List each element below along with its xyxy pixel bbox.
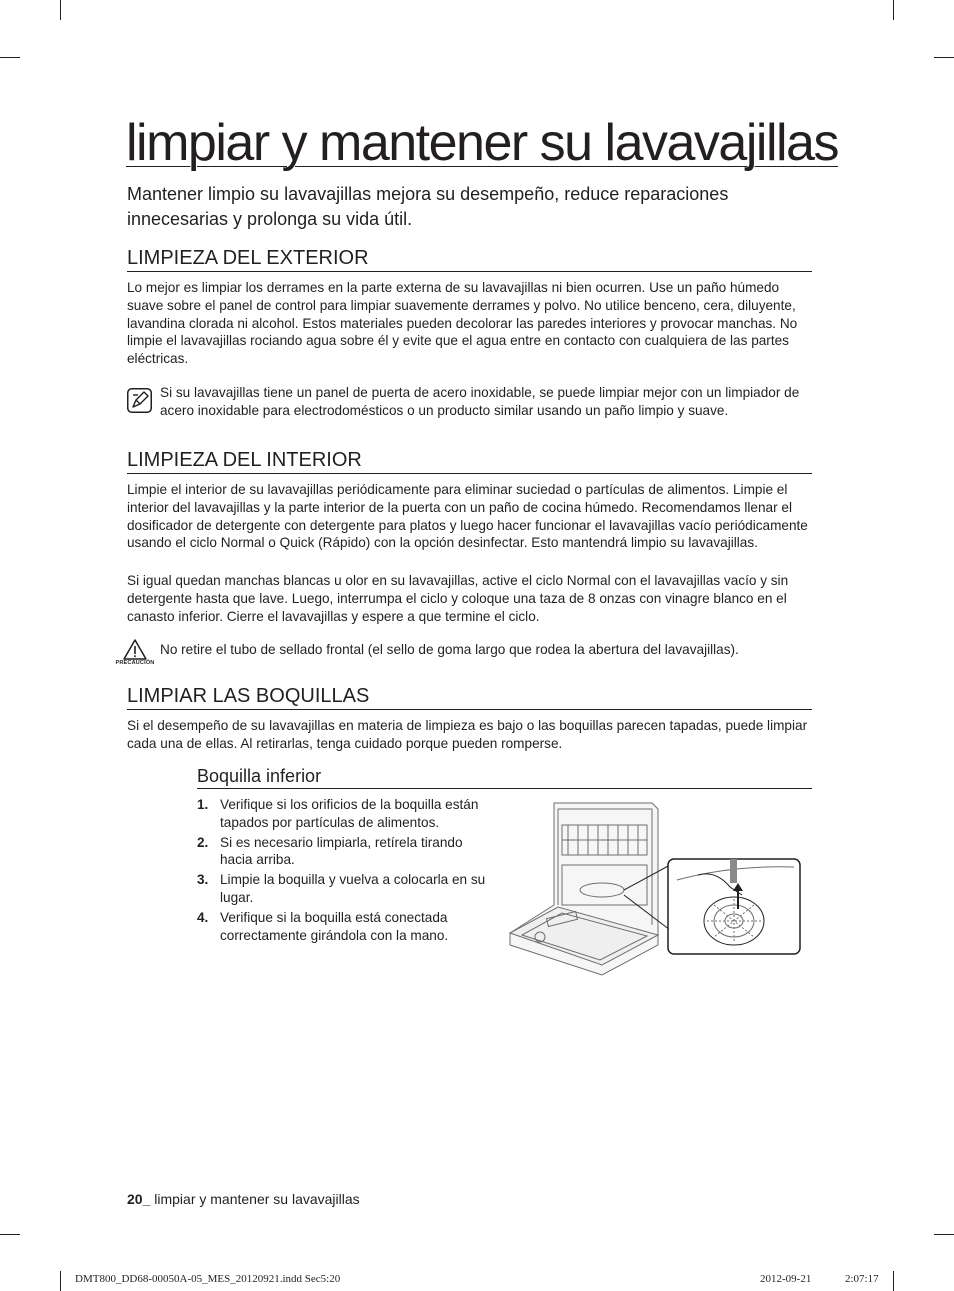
caution-text: No retire el tubo de sellado frontal (el sello de goma largo que rodea la abertura del lavavajillas). [160, 642, 739, 657]
page-footer [127, 1191, 360, 1207]
heading-nozzles: LIMPIAR LAS BOQUILLAS [127, 683, 812, 710]
dishwasher-nozzle-illustration [502, 795, 807, 980]
nozzles-body: Si el desempeño de su lavavajillas en materia de limpieza es bajo o las boquillas parecen tapadas, puede limpiar cada una de ellas. Al retirarlas, tenga cuidado porque pueden romperse. [127, 718, 808, 751]
page-title: limpiar y mantener su lavavajillas [126, 114, 838, 172]
crop-mark [934, 1234, 954, 1235]
crop-mark [0, 1234, 20, 1235]
crop-mark [60, 1271, 61, 1291]
heading-interior: LIMPIEZA DEL INTERIOR [127, 447, 812, 474]
exterior-body: Lo mejor es limpiar los derrames en la parte externa de su lavavajillas ni bien ocurren. Use un paño húmedo suave sobre el panel de control para limpiar suavemente derrames y polvo. No utilice benceno, cera, diluyente, lavandina clorada ni alcohol. Estos materiales pueden decolorar las paredes interiores y provocar manchas. No limpie el lavavajillas rociando agua sobre él y evite que el agua entre en contacto con cualquiera de las partes eléctricas. [127, 280, 798, 367]
slug-date: 2012-09-21 [760, 1273, 812, 1285]
crop-mark [0, 57, 20, 58]
footer-section: limpiar y mantener su lavavajillas [150, 1191, 360, 1207]
exterior-note: Si su lavavajillas tiene un panel de puerta de acero inoxidable, se puede limpiar mejor con un limpiador de acero inoxidable para electrodomésticos o un producto similar usando un paño limpio y suave. [160, 385, 800, 418]
crop-mark [934, 57, 954, 58]
list-item: 3. Limpie la boquilla y vuelva a colocarla en su lugar. [197, 872, 486, 905]
interior-body-1: Limpie el interior de su lavavajillas periódicamente para eliminar suciedad o partículas de alimentos. Limpie el interior del lavavajillas y la parte interior de la puerta con un paño de cocina húmedo. Recomendamos llenar el dosificador de detergente con detergente para platos y luego hacer funcionar el lavavajillas vacío periódicamente usando el ciclo Normal o Quick (Rápido) con la opción desinfectar. Esto mantendrá limpio su lavavajillas. [127, 482, 808, 551]
list-item: 1. Verifique si los orificios de la boquilla están tapados por partículas de alimentos. [197, 797, 479, 830]
caution-label: PRECAUCIÓN [115, 660, 155, 666]
note-pencil-icon [127, 388, 152, 413]
list-item: 4. Verifique si la boquilla está conectada correctamente girándola con la mano. [197, 909, 449, 943]
steps-list [197, 796, 497, 946]
slug-time: 2:07:17 [845, 1273, 879, 1285]
crop-mark [893, 1271, 894, 1291]
heading-exterior: LIMPIEZA DEL EXTERIOR [127, 245, 812, 272]
crop-mark [893, 0, 894, 20]
crop-mark [60, 0, 61, 20]
intro-text: Mantener limpio su lavavajillas mejora su desempeño, reduce reparaciones innecesarias y prolonga su vida útil. [127, 184, 729, 229]
list-item: 2. Si es necesario limpiarla, retírela tirando hacia arriba. [197, 834, 463, 868]
page-number: 20_ [127, 1191, 151, 1207]
interior-body-2: Si igual quedan manchas blancas u olor en su lavavajillas, active el ciclo Normal con el lavavajillas vacío y sin detergente hasta que lave. Luego, interrumpa el ciclo y coloque una taza de 8 onzas con vinagre blanco en el canasto inferior. Cierre el lavavajillas y espere a que termine el ciclo. [127, 573, 789, 624]
slug-file: DMT800_DD68-00050A-05_MES_20120921.indd Sec5:20 [75, 1273, 341, 1285]
sub-heading-lower-nozzle: Boquilla inferior [197, 764, 812, 789]
